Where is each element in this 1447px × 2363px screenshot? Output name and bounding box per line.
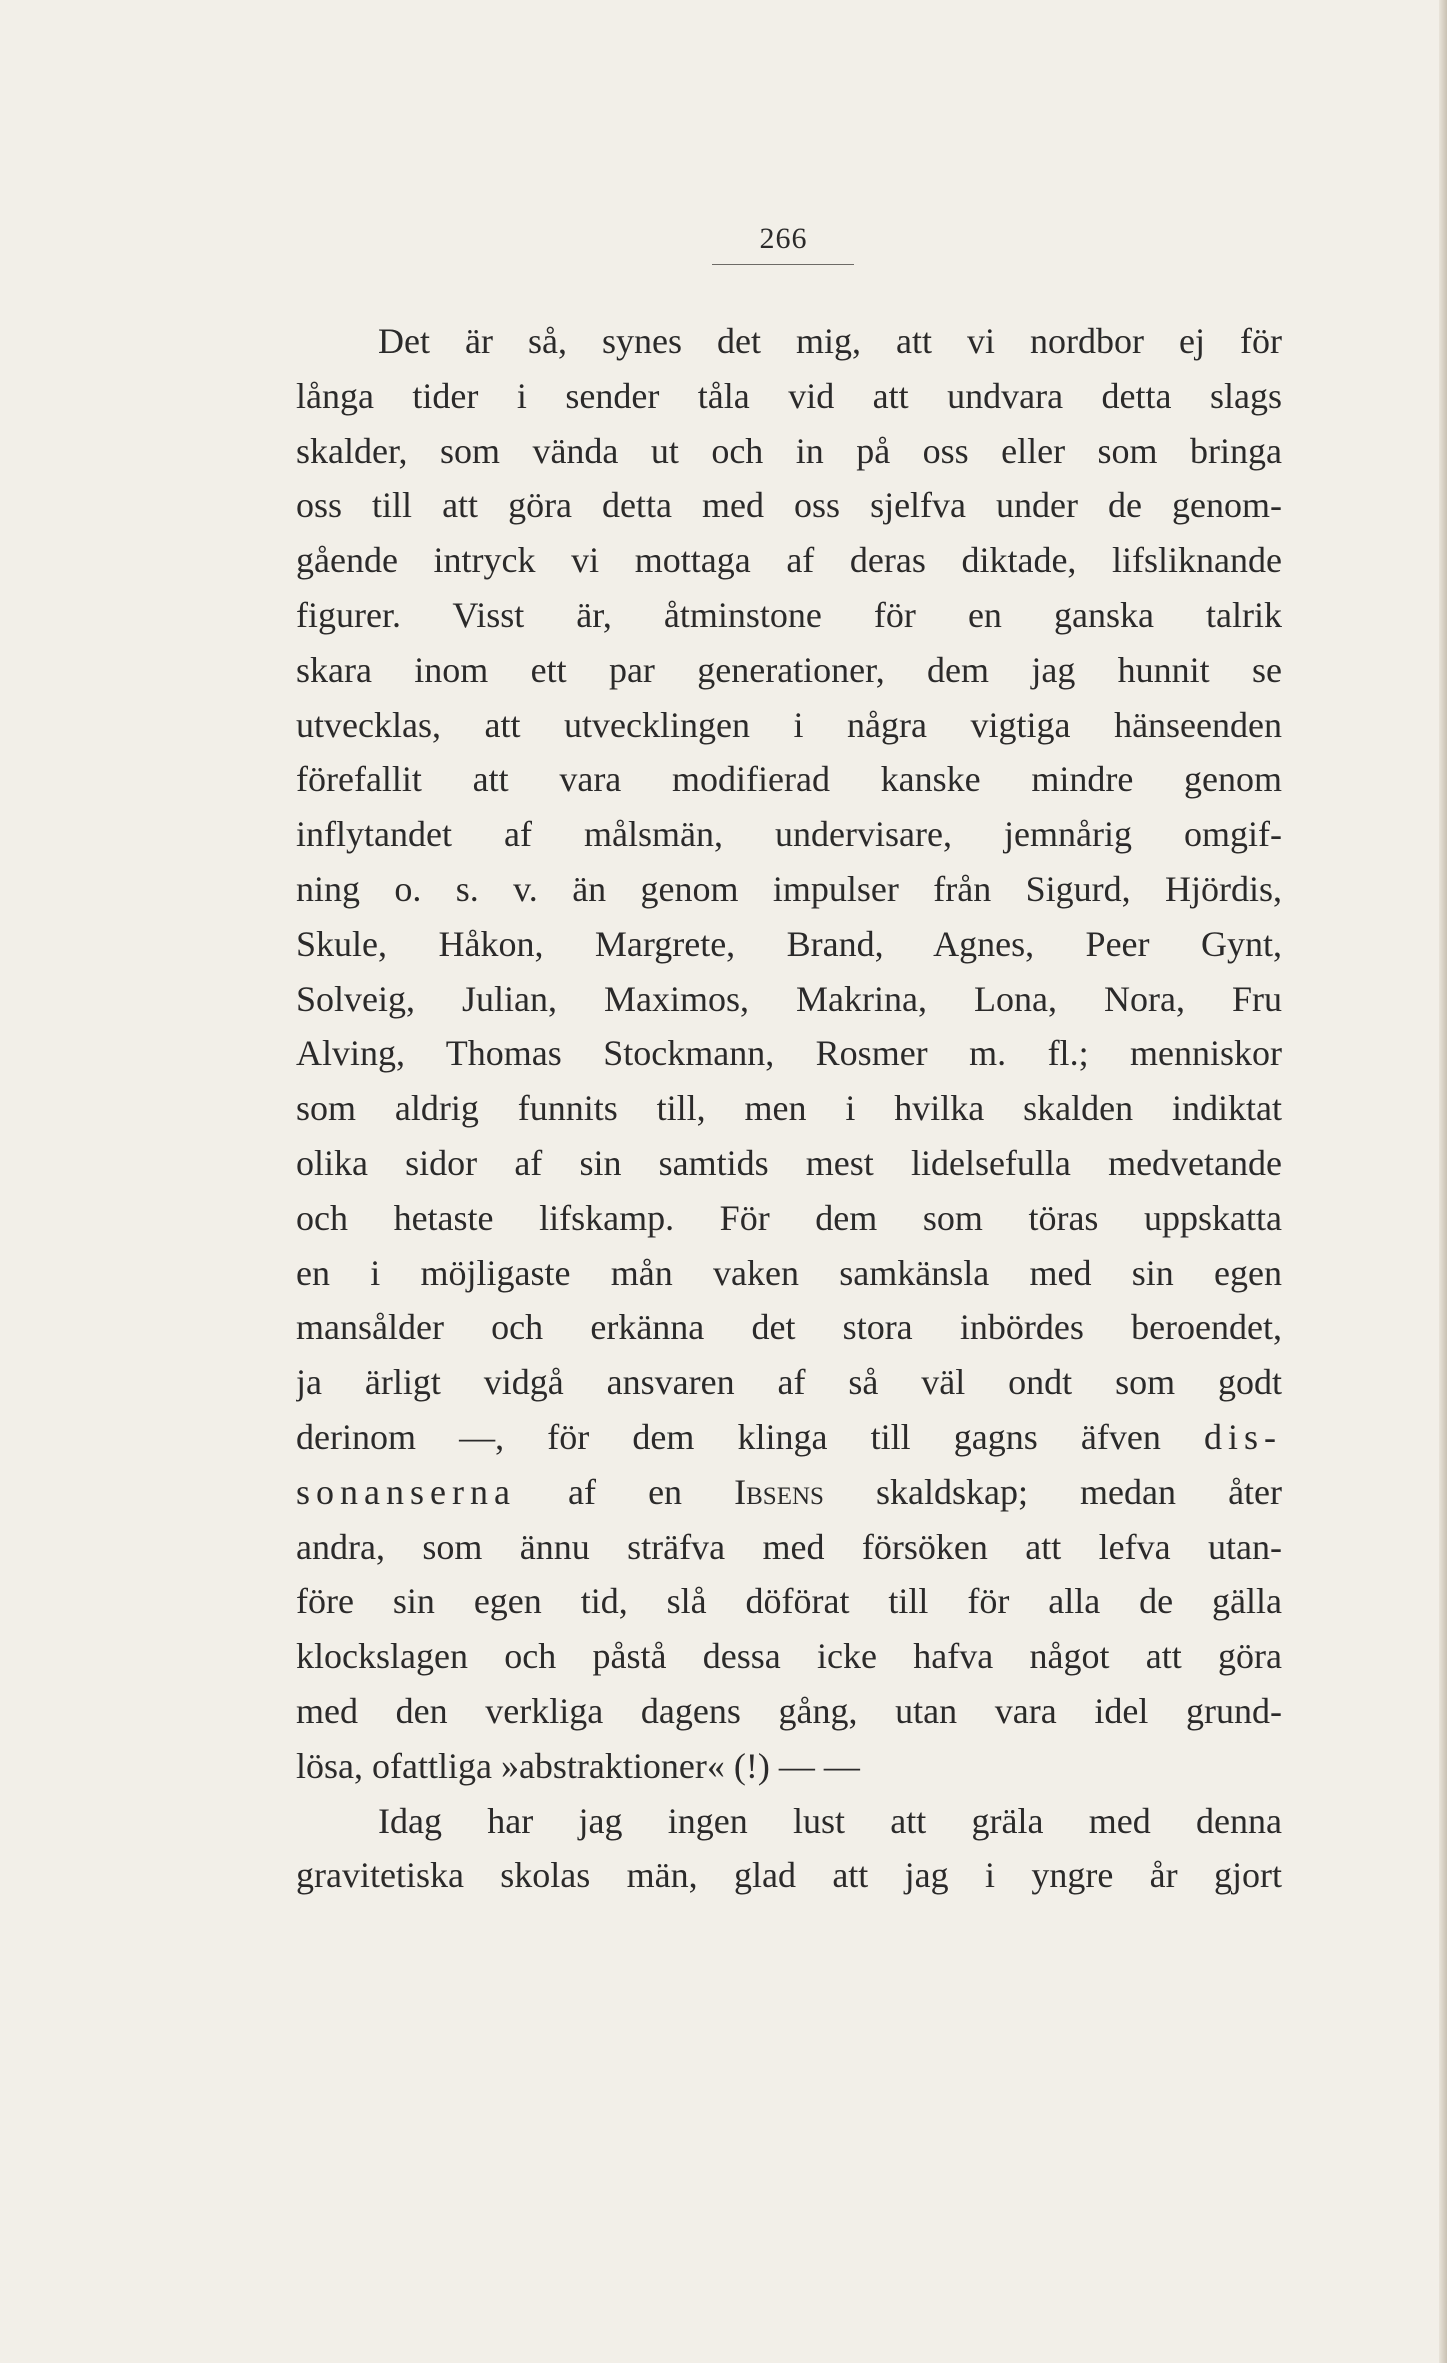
text-line: utvecklas, att utvecklingen i några vigtiga hänseenden bbox=[296, 704, 1282, 745]
text-line: en i möjligaste mån vaken samkänsla med sin egen bbox=[296, 1252, 1282, 1293]
text-line: mansålder och erkänna det stora inbördes beroendet, bbox=[296, 1307, 1282, 1348]
text-line: och hetaste lifskamp. För dem som töras uppskatta bbox=[296, 1197, 1282, 1238]
text-line: lösa, ofattliga »abstraktioner« (!) — — bbox=[296, 1745, 860, 1786]
page-number: 266 bbox=[759, 222, 808, 255]
text-segment: skaldskap; medan åter bbox=[876, 1471, 1282, 1512]
body-text bbox=[296, 314, 1282, 1903]
text-line: ning o. s. v. än genom impulser från Sigurd, Hjördis, bbox=[296, 868, 1282, 909]
text-line: Idag har jag ingen lust att gräla med denna bbox=[378, 1800, 1282, 1841]
text-line-mixed bbox=[296, 1410, 1282, 1465]
text-line: skalder, som vända ut och in på oss eller som bringa bbox=[296, 430, 1282, 471]
text-line: inflytandet af målsmän, undervisare, jemnårig omgif- bbox=[296, 814, 1282, 855]
page-number-rule bbox=[712, 264, 854, 265]
text-line: gående intryck vi mottaga af deras diktade, lifsliknande bbox=[296, 540, 1282, 581]
spaced-word: dis- bbox=[1204, 1416, 1282, 1457]
text-line-mixed bbox=[296, 1465, 1282, 1520]
text-line: olika sidor af sin samtids mest lidelsefulla medvetande bbox=[296, 1142, 1282, 1183]
text-line: som aldrig funnits till, men i hvilka skalden indiktat bbox=[296, 1088, 1282, 1129]
author-name-smallcaps: Ibsens bbox=[734, 1471, 824, 1512]
text-line: förefallit att vara modifierad kanske mindre genom bbox=[296, 759, 1282, 800]
text-line: skara inom ett par generationer, dem jag hunnit se bbox=[296, 649, 1282, 690]
text-line: långa tider i sender tåla vid att undvara detta slags bbox=[296, 375, 1282, 416]
text-line: med den verkliga dagens gång, utan vara idel grund- bbox=[296, 1690, 1282, 1731]
text-line: Skule, Håkon, Margrete, Brand, Agnes, Peer Gynt, bbox=[296, 923, 1282, 964]
text-segment: derinom —, för dem klinga till gagns äfven bbox=[296, 1416, 1161, 1457]
spaced-word: sonanserna bbox=[296, 1471, 516, 1512]
text-line: klockslagen och påstå dessa icke hafva något att göra bbox=[296, 1636, 1282, 1677]
text-segment: af en bbox=[568, 1471, 683, 1512]
text-line: gravitetiska skolas män, glad att jag i yngre år gjort bbox=[296, 1855, 1282, 1896]
text-line: före sin egen tid, slå döförat till för alla de gälla bbox=[296, 1581, 1282, 1622]
text-line: Solveig, Julian, Maximos, Makrina, Lona, Nora, Fru bbox=[296, 978, 1282, 1019]
page-edge-shadow bbox=[1439, 0, 1447, 2363]
text-line: Alving, Thomas Stockmann, Rosmer m. fl.; menniskor bbox=[296, 1033, 1282, 1074]
text-line: Det är så, synes det mig, att vi nordbor ej för bbox=[378, 321, 1282, 361]
text-line: oss till att göra detta med oss sjelfva under de genom- bbox=[296, 485, 1282, 526]
text-line: figurer. Visst är, åtminstone för en ganska talrik bbox=[296, 594, 1282, 635]
text-line: andra, som ännu sträfva med försöken att lefva utan- bbox=[296, 1526, 1282, 1567]
text-line: ja ärligt vidgå ansvaren af så väl ondt som godt bbox=[296, 1362, 1282, 1403]
